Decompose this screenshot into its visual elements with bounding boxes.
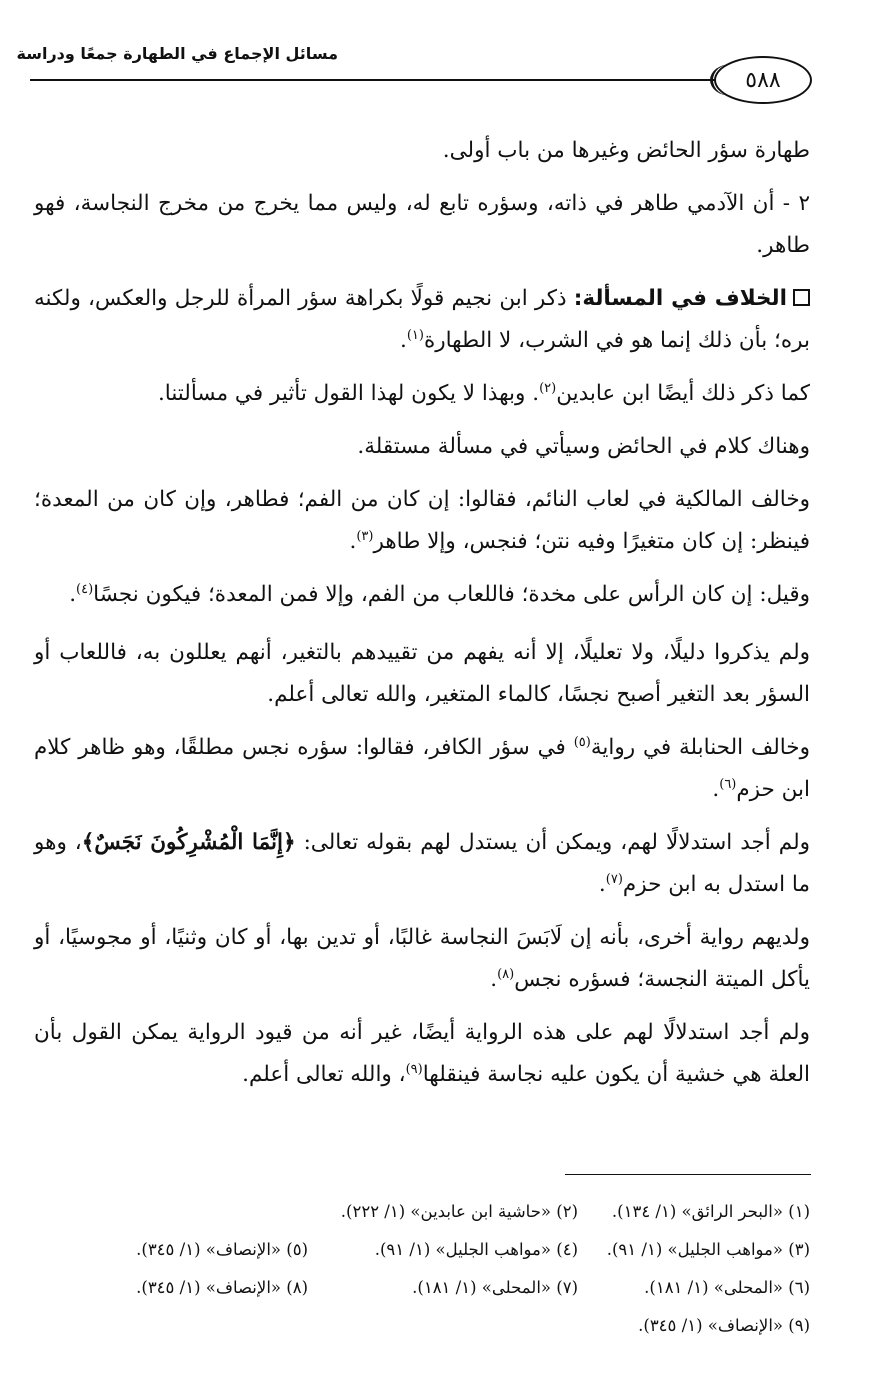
footnote-ref: (١) xyxy=(406,327,424,343)
paragraph-5: وهناك كلام في الحائض وسيأتي في مسألة مستقلة. xyxy=(357,434,810,459)
footnote-ref: (٧) xyxy=(605,871,623,887)
footnote-row xyxy=(34,1193,810,1231)
footnotes xyxy=(34,1193,810,1345)
footnote-ref: (٢) xyxy=(539,380,557,396)
quran-verse: ﴿إِنَّمَا الْمُشْرِكُونَ نَجَسٌ﴾ xyxy=(81,830,296,855)
footnote: (١) «البحر الرائق» (١/ ١٣٤). xyxy=(611,1202,810,1221)
page-number-badge xyxy=(714,56,812,104)
running-header-title: مسائل الإجماع في الطهارة جمعًا ودراسة xyxy=(16,44,338,63)
paragraph-6: وخالف المالكية في لعاب النائم، فقالوا: إن كان من الفم؛ فطاهر، وإن كان من المعدة؛ فينظر: إن كان متغيرًا وفيه نتن؛ فنجس، وإلا طاهر$^{(٣)}$. xyxy=(34,487,810,554)
footnote-ref: (٩) xyxy=(405,1061,423,1077)
paragraph-9: وخالف الحنابلة في رواية$^{(٥)}$ في سؤر الكافر، فقالوا: سؤره نجس مطلقًا، وهو ظاهر كلام ابن حزم$^{(٦)}$. xyxy=(34,734,810,802)
footnote-ref: (٤) xyxy=(76,581,94,597)
section-square-icon xyxy=(793,289,810,306)
footnote xyxy=(34,1193,308,1231)
footnote: (٧) «المحلى» (١/ ١٨١). xyxy=(412,1278,578,1297)
paragraph-8: ولم يذكروا دليلًا، ولا تعليلًا، إلا أنه يفهم من تقييدهم بالتغير، أنهم يعللون به، فاللعاب أو السؤر بعد التغير أصبح نجسًا، كالماء المتغير، والله تعالى أعلم. xyxy=(34,640,810,707)
footnote-ref: (٨) xyxy=(497,966,515,982)
paragraph-4: كما ذكر ذلك أيضًا ابن عابدين$^{(٢)}$. وبهذا لا يكون لهذا القول تأثير في مسألتنا. xyxy=(157,380,810,406)
footnote: (٨) «الإنصاف» (١/ ٣٤٥). xyxy=(136,1278,308,1297)
footnote: (٣) «مواهب الجليل» (١/ ٩١). xyxy=(606,1240,810,1259)
paragraph-3: الخلاف في المسألة: ذكر ابن نجيم قولًا بكراهة سؤر المرأة للرجل والعكس، ولكنه بره؛ بأن ذلك إنما هو في الشرب، لا الطهارة$^{(١)}$. xyxy=(34,286,810,353)
paragraph-12: ولم أجد استدلالًا لهم على هذه الرواية أيضًا، غير أنه من قيود الرواية يمكن القول بأن العلة هي خشية أن يكون عليه نجاسة فينقلها$^{(٩)}$، والله تعالى أعلم. xyxy=(34,1020,810,1087)
footnote-separator xyxy=(565,1174,811,1175)
footnote-row xyxy=(34,1269,810,1307)
paragraph-7: وقيل: إن كان الرأس على مخدة؛ فاللعاب من الفم، وإلا فمن المعدة؛ فيكون نجسًا$^{(٤)}$. xyxy=(69,581,810,607)
footnote-ref: (٥) xyxy=(573,734,591,750)
footnote xyxy=(308,1307,578,1345)
section-lead: الخلاف في المسألة: xyxy=(573,286,787,311)
paragraph-10: ولم أجد استدلالًا لهم، ويمكن أن يستدل لهم بقوله تعالى: ﴿إِنَّمَا الْمُشْرِكُونَ نَجَسٌ﴾، وهو ما استدل به ابن حزم$^{(٧)}$. xyxy=(34,830,810,897)
paragraph-11: ولديهم رواية أخرى، بأنه إن لَابَسَ النجاسة غالبًا، أو تدين بها، أو كان وثنيًا، أو مجوسيًا، أو يأكل الميتة النجسة؛ فسؤره نجس$^{(٨)}$. xyxy=(34,925,810,992)
body-text xyxy=(34,130,810,1107)
footnote: (٢) «حاشية ابن عابدين» (١/ ٢٢٢). xyxy=(340,1202,578,1221)
paragraph-2: ٢ - أن الآدمي طاهر في ذاته، وسؤره تابع له، وليس مما يخرج من مخرج النجاسة، فهو طاهر. xyxy=(34,191,810,258)
paragraph-1: طهارة سؤر الحائض وغيرها من باب أولى. xyxy=(442,138,810,163)
footnote-ref: (٣) xyxy=(356,528,374,544)
footnote: (٦) «المحلى» (١/ ١٨١). xyxy=(644,1278,810,1297)
footnote: (٩) «الإنصاف» (١/ ٣٤٥). xyxy=(638,1316,810,1335)
footnote-row xyxy=(34,1307,810,1345)
page-number: ٥٨٨ xyxy=(745,67,781,93)
footnote: (٥) «الإنصاف» (١/ ٣٤٥). xyxy=(136,1240,308,1259)
header-rule xyxy=(30,79,720,81)
footnote-ref: (٦) xyxy=(719,776,737,792)
footnote xyxy=(34,1307,308,1345)
footnote-row xyxy=(34,1231,810,1269)
footnote: (٤) «مواهب الجليل» (١/ ٩١). xyxy=(374,1240,578,1259)
